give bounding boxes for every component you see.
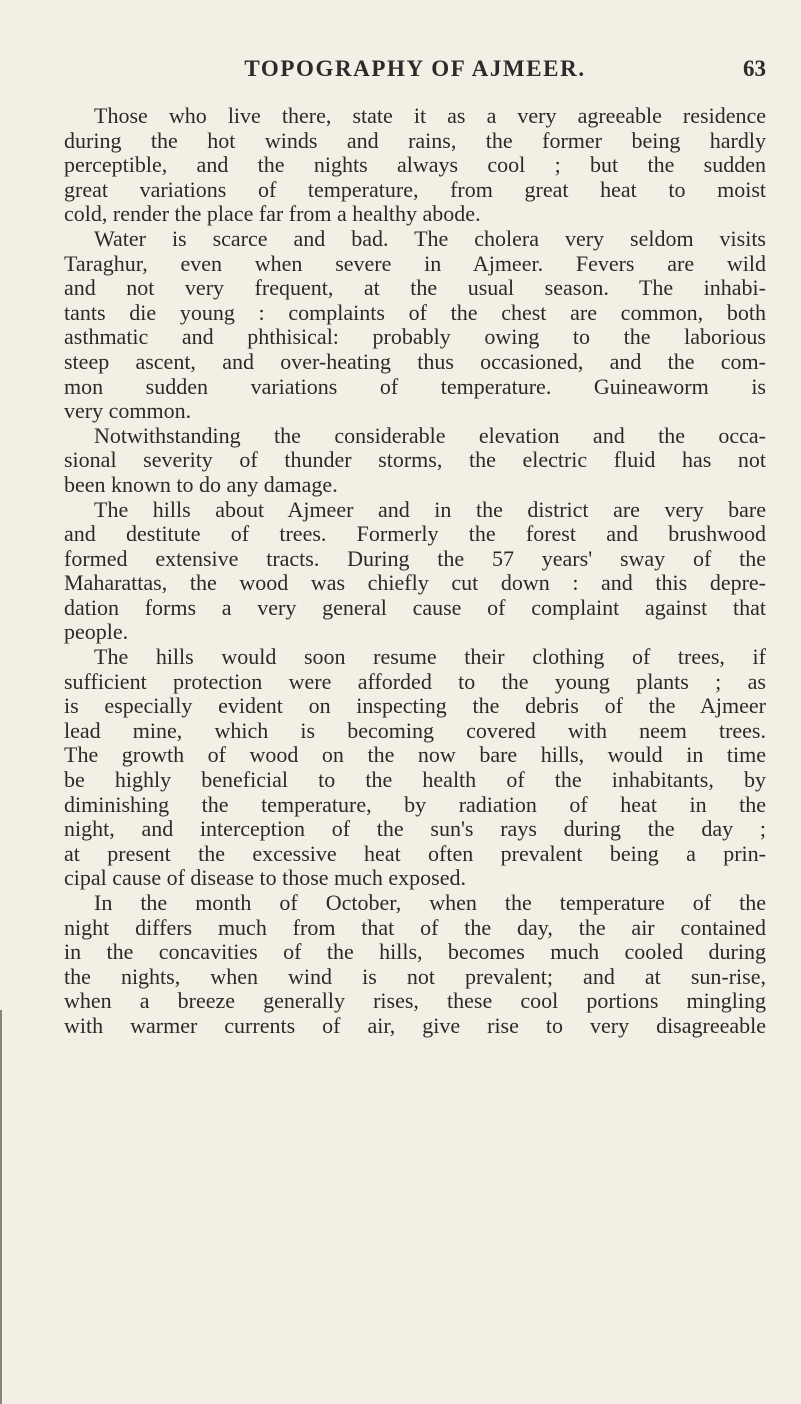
text-line: The hills would soon resume their clothing of trees, if bbox=[94, 644, 766, 670]
text-line: with warmer currents of air, give rise to very disagreeable bbox=[64, 1012, 766, 1038]
text-line: and destitute of trees. Formerly the forest and brushwood bbox=[64, 521, 766, 547]
text-line: The growth of wood on the now bare hills, would in time bbox=[64, 742, 766, 768]
text-line: mon sudden variations of temperature. Guineaworm is bbox=[64, 373, 766, 399]
text-line: night differs much from that of the day, the air contained bbox=[64, 914, 766, 940]
page-number: 63 bbox=[743, 56, 766, 81]
text-line: at present the excessive heat often prevalent being a prin- bbox=[64, 840, 766, 866]
text-line: and not very frequent, at the usual season. The inhabi- bbox=[64, 275, 766, 301]
body-text bbox=[64, 104, 766, 1039]
text-line: In the month of October, when the temperature of the bbox=[94, 890, 766, 915]
text-line: lead mine, which is becoming covered with neem trees. bbox=[64, 717, 766, 743]
text-line: perceptible, and the nights always cool ; but the sudden bbox=[64, 152, 766, 178]
text-line: tants die young : complaints of the chest are common, both bbox=[64, 299, 766, 325]
text-line: sufficient protection were afforded to the young plants ; as bbox=[64, 668, 766, 694]
text-line: asthmatic and phthisical: probably owing to the laborious bbox=[64, 324, 766, 350]
text-line: Notwithstanding the considerable elevation and the occa- bbox=[94, 422, 766, 448]
running-head bbox=[64, 56, 766, 86]
running-title: TOPOGRAPHY OF AJMEER. bbox=[244, 56, 586, 81]
text-line: when a breeze generally rises, these cool portions mingling bbox=[64, 988, 766, 1014]
text-line: cipal cause of disease to those much exposed. bbox=[64, 865, 466, 891]
text-line: cold, render the place far from a healthy abode. bbox=[64, 201, 481, 227]
text-line: The hills about Ajmeer and in the district are very bare bbox=[94, 496, 766, 522]
text-line: diminishing the temperature, by radiation of heat in the bbox=[64, 791, 766, 817]
text-line: steep ascent, and over-heating thus occasioned, and the com- bbox=[64, 348, 766, 374]
page-edge-shadow bbox=[0, 1010, 2, 1404]
text-line: dation forms a very general cause of complaint against that bbox=[64, 594, 766, 620]
text-line: during the hot winds and rains, the former being hardly bbox=[64, 127, 766, 153]
text-line: Water is scarce and bad. The cholera very seldom visits bbox=[94, 225, 766, 251]
text-line: very common. bbox=[64, 398, 192, 424]
text-line: great variations of temperature, from great heat to moist bbox=[64, 176, 766, 202]
text-line: sional severity of thunder storms, the electric fluid has not bbox=[64, 447, 766, 473]
text-line: formed extensive tracts. During the 57 years' sway of the bbox=[64, 545, 766, 571]
text-line: the nights, when wind is not prevalent; and at sun-rise, bbox=[64, 963, 766, 989]
text-line: in the concavities of the hills, becomes much cooled during bbox=[64, 939, 766, 965]
text-line: Taraghur, even when severe in Ajmeer. Fevers are wild bbox=[64, 250, 766, 276]
text-line: night, and interception of the sun's rays during the day ; bbox=[64, 816, 766, 842]
text-line: been known to do any damage. bbox=[64, 471, 338, 497]
text-line: is especially evident on inspecting the debris of the Ajmeer bbox=[64, 693, 766, 719]
text-line: be highly beneficial to the health of the inhabitants, by bbox=[64, 767, 766, 793]
text-line: Those who live there, state it as a very agreeable residence bbox=[94, 103, 766, 128]
text-line: Maharattas, the wood was chiefly cut down : and this depre- bbox=[64, 570, 766, 596]
text-line: people. bbox=[64, 619, 129, 645]
